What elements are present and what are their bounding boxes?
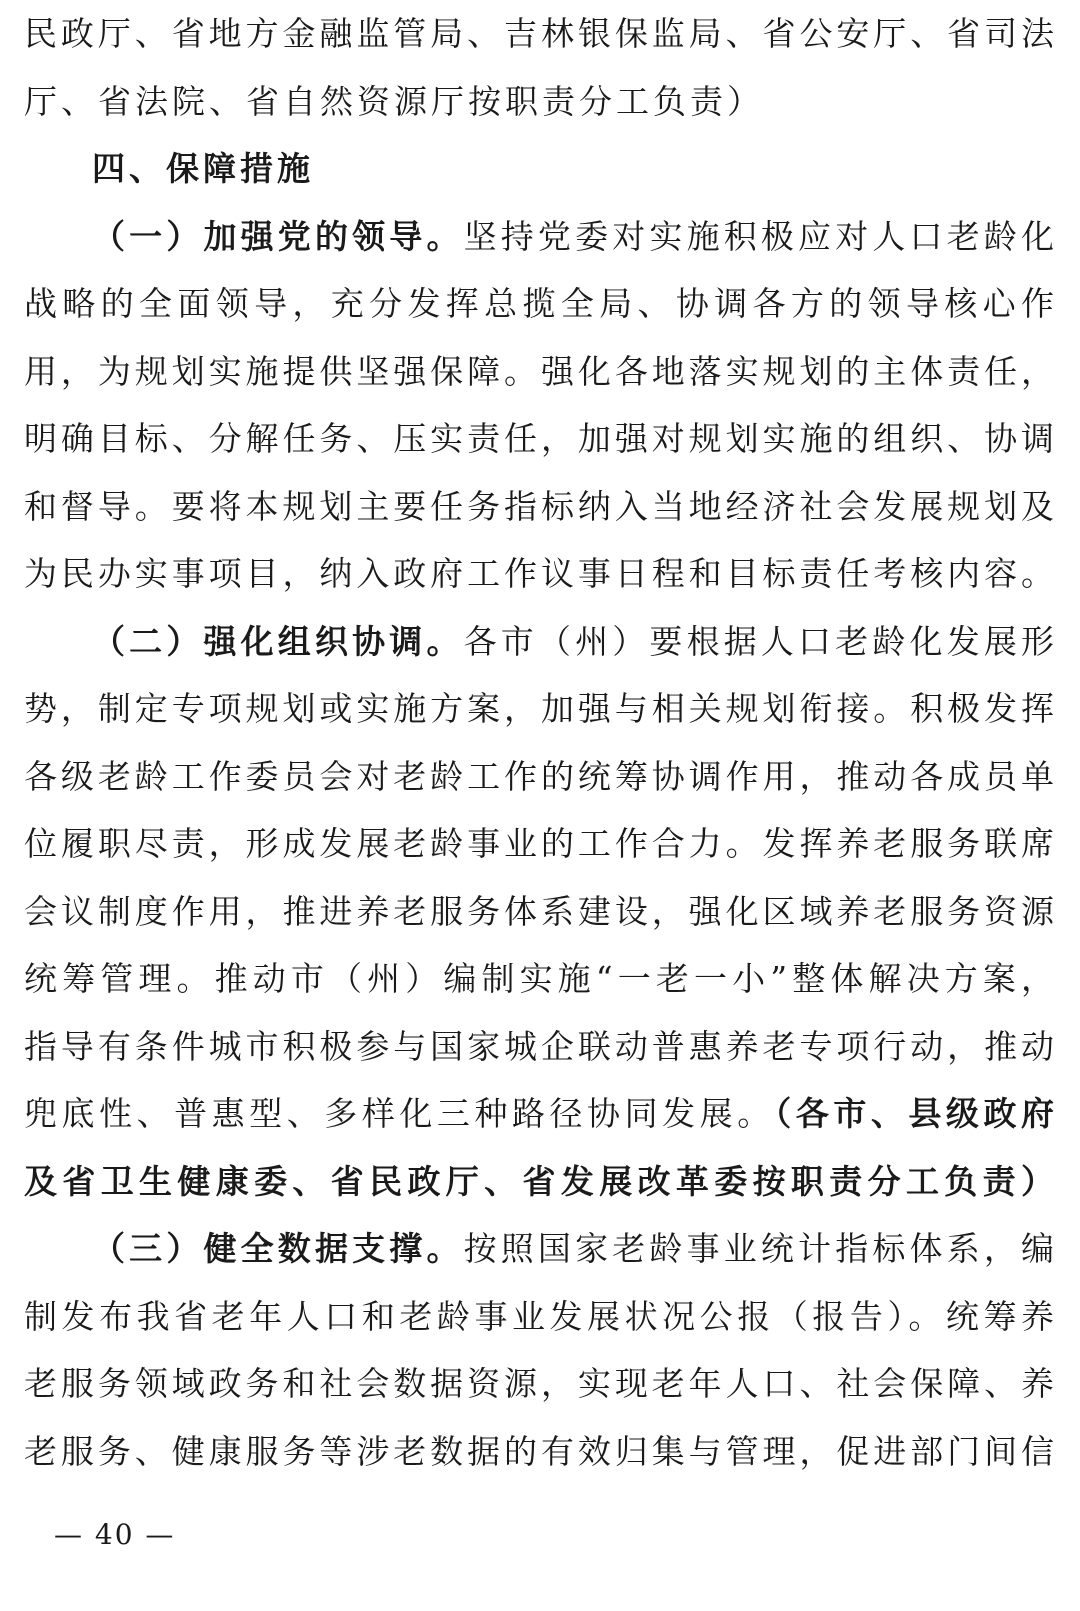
text-line: 指导有条件城市积极参与国家城企联动普惠养老专项行动，推动: [24, 1026, 1054, 1066]
text-line: 各级老龄工作委员会对老龄工作的统筹协调作用，推动各成员单: [24, 756, 1054, 796]
paragraph-first-line: （一）加强党的领导。坚持党委对实施积极应对人口老龄化: [92, 216, 1054, 256]
paragraph-subheading: （三）健全数据支撑。: [92, 1229, 464, 1268]
text-line: 为民办实事项目，纳入政府工作议事日程和目标责任考核内容。: [24, 554, 1054, 593]
text-line: 会议制度作用，推进养老服务体系建设，强化区域养老服务资源: [24, 891, 1054, 931]
section-heading: 四、保障措施: [92, 149, 314, 188]
text-line: 势，制定专项规划或实施方案，加强与相关规划衔接。积极发挥: [24, 689, 1054, 728]
paragraph-subheading: （二）强化组织协调。: [92, 621, 464, 661]
text-line: 明确目标、分解任务、压实责任，加强对规划实施的组织、协调: [24, 419, 1054, 458]
document-body: [24, 0, 1054, 1485]
text-line: 用，为规划实施提供坚强保障。强化各地落实规划的主体责任，: [24, 351, 1054, 391]
text-line: 战略的全面领导，充分发挥总揽全局、协调各方的领导核心作: [24, 284, 1054, 323]
paragraph-subheading: （一）加强党的领导。: [92, 216, 464, 256]
text-line: 位履职尽责，形成发展老龄事业的工作合力。发挥养老服务联席: [24, 824, 1054, 863]
text-line: 兜底性、普惠型、多样化三种路径协同发展。（各市、县级政府: [24, 1094, 1054, 1133]
text-line: 制发布我省老年人口和老龄事业发展状况公报（报告）。统筹养: [24, 1296, 1054, 1336]
paragraph-first-line: （二）强化组织协调。各市（州）要根据人口老龄化发展形: [92, 621, 1054, 661]
responsibility-note-line: 及省卫生健康委、省民政厅、省发展改革委按职责分工负责）: [24, 1161, 1054, 1201]
text-line: 老服务领域政务和社会数据资源，实现老年人口、社会保障、养: [24, 1364, 1054, 1403]
responsibility-note: （各市、县级政府: [774, 1094, 1054, 1133]
text-line: 和督导。要将本规划主要任务指标纳入当地经济社会发展规划及: [24, 486, 1054, 526]
text-line: 统筹管理。推动市（州）编制实施“一老一小”整体解决方案，: [24, 959, 1054, 998]
text-line: 厅、省法院、省自然资源厅按职责分工负责）: [24, 81, 764, 121]
page-number: — 40 —: [54, 1518, 176, 1551]
text-line: 老服务、健康服务等涉老数据的有效归集与管理，促进部门间信: [24, 1431, 1054, 1471]
paragraph-first-line: （三）健全数据支撑。按照国家老龄事业统计指标体系，编: [92, 1229, 1054, 1268]
text-line: 民政厅、省地方金融监管局、吉林银保监局、省公安厅、省司法: [24, 14, 1054, 53]
